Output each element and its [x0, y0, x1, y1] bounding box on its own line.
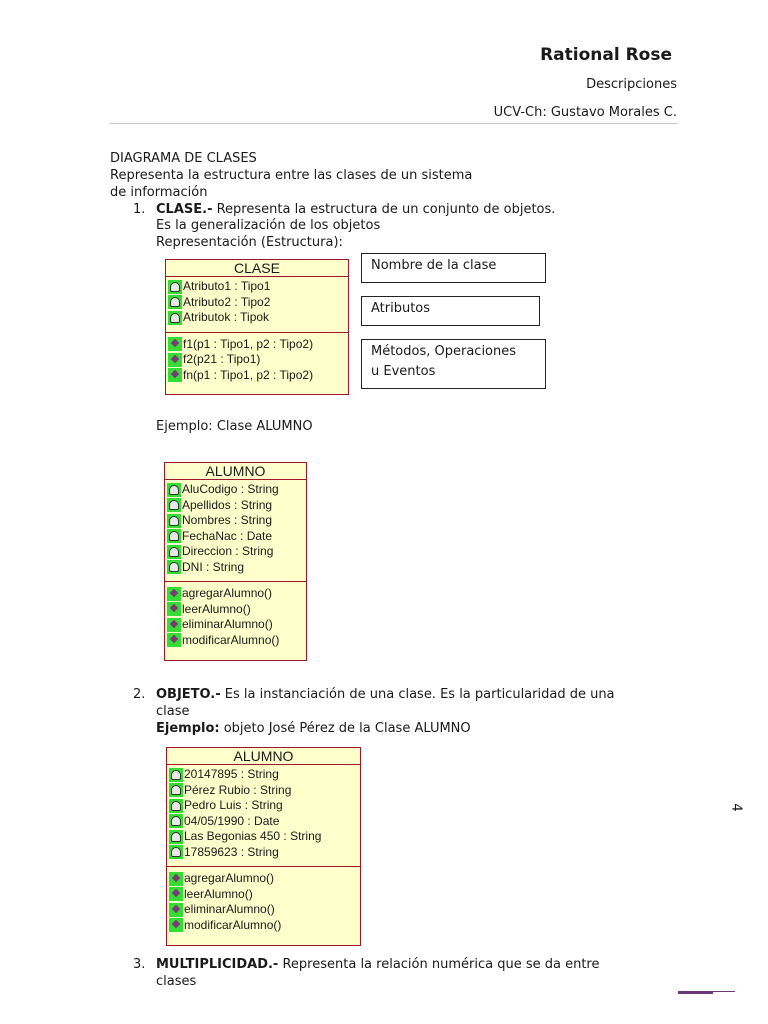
item-2-line-1: [156, 686, 615, 703]
item-1-line-2: Es la generalización de los objetos: [156, 218, 381, 233]
label-attributes: Atributos: [361, 296, 540, 326]
uml-class-name: ALUMNO: [167, 748, 360, 765]
item-2-term: OBJETO.-: [156, 687, 221, 702]
label-methods: [361, 339, 546, 389]
item-2-example-term: Ejemplo:: [156, 721, 220, 736]
item-3-number: 3.: [133, 957, 146, 972]
page-number: 4: [728, 803, 744, 812]
attribute-icon: [167, 529, 181, 543]
uml-attribute-row: Direccion : String: [167, 544, 306, 560]
uml-class-name: CLASE: [166, 260, 348, 277]
attribute-icon: [169, 830, 183, 844]
uml-attribute-row: FechaNac : Date: [167, 529, 306, 545]
attribute-icon: [169, 845, 183, 859]
attribute-icon: [169, 783, 183, 797]
uml-method-row: eliminarAlumno(): [169, 902, 360, 918]
uml-attribute-row: DNI : String: [167, 560, 306, 576]
uml-attribute-row: 17859623 : String: [169, 845, 360, 861]
item-2-example-text: objeto José Pérez de la Clase ALUMNO: [219, 721, 471, 736]
method-icon: [168, 353, 182, 367]
attribute-icon: [169, 768, 183, 782]
attribute-icon: [167, 514, 181, 528]
uml-method-row: modificarAlumno(): [167, 633, 306, 649]
item-1-line-1: [156, 201, 555, 218]
uml-attribute-row: Las Begonias 450 : String: [169, 829, 360, 845]
footer-accent-bar: [678, 991, 713, 994]
item-2-line-2: clase: [156, 704, 190, 719]
method-icon: [168, 337, 182, 351]
method-icon: [169, 918, 183, 932]
attribute-icon: [168, 280, 182, 294]
item-1-line-3: Representación (Estructura):: [156, 235, 343, 250]
label-methods-line-1: Métodos, Operaciones: [371, 344, 517, 359]
uml-method-row: leerAlumno(): [169, 887, 360, 903]
item-2-example: [156, 720, 471, 737]
uml-method-row: f2(p21 : Tipo1): [168, 352, 348, 368]
section-heading: DIAGRAMA DE CLASES: [110, 151, 257, 166]
attribute-icon: [167, 498, 181, 512]
item-3-line-1: [156, 956, 599, 973]
label-class-name: Nombre de la clase: [361, 253, 546, 283]
item-1-number: 1.: [133, 202, 146, 217]
item-2-text: Es la instanciación de una clase. Es la particularidad de una: [220, 687, 615, 702]
attribute-icon: [169, 799, 183, 813]
attribute-icon: [169, 814, 183, 828]
uml-methods-section: [166, 333, 348, 390]
item-1-term: CLASE.-: [156, 202, 213, 217]
intro-line-1: Representa la estructura entre las clases de un sistema: [110, 168, 473, 183]
uml-method-row: fn(p1 : Tipo1, p2 : Tipo2): [168, 368, 348, 384]
document-subtitle: Descripciones: [586, 77, 677, 92]
item-3-line-2: clases: [156, 974, 197, 989]
header-divider: [110, 123, 678, 124]
uml-method-row: leerAlumno(): [167, 602, 306, 618]
item-2-number: 2.: [133, 687, 146, 702]
label-methods-line-2: u Eventos: [371, 364, 436, 379]
method-icon: [169, 903, 183, 917]
uml-class-name: ALUMNO: [165, 463, 306, 480]
uml-class-alumno: [164, 462, 307, 661]
uml-attribute-row: Atributo2 : Tipo2: [168, 295, 348, 311]
attribute-icon: [168, 311, 182, 325]
example-caption: Ejemplo: Clase ALUMNO: [156, 419, 313, 434]
method-icon: [168, 368, 182, 382]
attribute-icon: [167, 483, 181, 497]
document-author: UCV-Ch: Gustavo Morales C.: [493, 105, 677, 120]
uml-attributes-section: [167, 765, 360, 867]
uml-attribute-row: 04/05/1990 : Date: [169, 814, 360, 830]
uml-method-row: f1(p1 : Tipo1, p2 : Tipo2): [168, 337, 348, 353]
intro-line-2: de información: [110, 185, 208, 200]
method-icon: [167, 602, 181, 616]
attribute-icon: [168, 295, 182, 309]
method-icon: [169, 872, 183, 886]
uml-class-generic: [165, 259, 349, 395]
attribute-icon: [167, 560, 181, 574]
uml-attribute-row: Nombres : String: [167, 513, 306, 529]
method-icon: [169, 887, 183, 901]
uml-method-row: eliminarAlumno(): [167, 617, 306, 633]
uml-object-alumno: [166, 747, 361, 946]
uml-attribute-row: Pérez Rubio : String: [169, 783, 360, 799]
item-1-text: Representa la estructura de un conjunto de objetos.: [212, 202, 556, 217]
uml-attribute-row: 20147895 : String: [169, 767, 360, 783]
uml-attribute-row: AluCodigo : String: [167, 482, 306, 498]
uml-attributes-section: [165, 480, 306, 582]
method-icon: [167, 587, 181, 601]
method-icon: [167, 618, 181, 632]
attribute-icon: [167, 545, 181, 559]
uml-attribute-row: Atributok : Tipok: [168, 310, 348, 326]
uml-method-row: agregarAlumno(): [169, 871, 360, 887]
uml-attribute-row: Apellidos : String: [167, 498, 306, 514]
uml-attributes-section: [166, 277, 348, 333]
item-3-term: MULTIPLICIDAD.-: [156, 957, 279, 972]
uml-method-row: modificarAlumno(): [169, 918, 360, 934]
item-3-text: Representa la relación numérica que se da entre: [278, 957, 600, 972]
footer-accent-line: [713, 991, 735, 992]
uml-methods-section: [167, 867, 360, 939]
uml-method-row: agregarAlumno(): [167, 586, 306, 602]
uml-attribute-row: Atributo1 : Tipo1: [168, 279, 348, 295]
uml-attribute-row: Pedro Luis : String: [169, 798, 360, 814]
document-title: Rational Rose: [540, 45, 672, 65]
uml-methods-section: [165, 582, 306, 654]
method-icon: [167, 633, 181, 647]
